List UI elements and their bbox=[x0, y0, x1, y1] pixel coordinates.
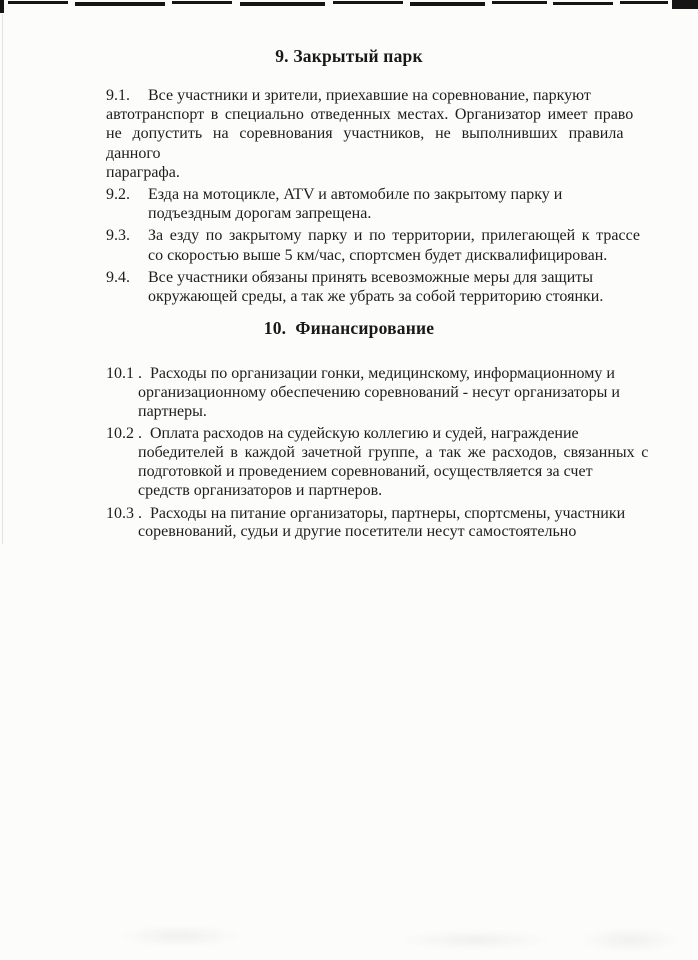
scan-edge-segment bbox=[75, 2, 165, 6]
text-line: подготовкой и проведением соревнований, осуществляется за счет bbox=[138, 462, 593, 480]
item-text: Расходы по организации гонки, медицинскому, информационному и bbox=[150, 365, 615, 382]
section-9-heading: 9. Закрытый парк bbox=[275, 46, 423, 66]
scan-edge-segment bbox=[333, 1, 403, 4]
text-line: организационному обеспечению соревнований - несут организаторы и bbox=[138, 383, 620, 401]
text-line: победителей в каждой зачетной группе, а так же расходов, связанных с bbox=[138, 444, 649, 462]
text-line: партнеры. bbox=[138, 402, 207, 420]
item-text: Оплата расходов на судейскую коллегию и судей, награждение bbox=[150, 425, 579, 443]
scan-edge-segment bbox=[672, 0, 698, 9]
list-item-10-1 bbox=[106, 365, 640, 421]
scan-edge-segment bbox=[8, 1, 68, 4]
list-item-10-3 bbox=[106, 505, 640, 543]
scan-edge-segment bbox=[620, 1, 668, 4]
item-text: Все участники и зрители, приехавшие на соревнование, паркуют bbox=[148, 87, 591, 104]
item-number: 9.3. bbox=[106, 227, 130, 245]
scan-edge-segment bbox=[553, 2, 613, 5]
text-line bbox=[106, 185, 640, 204]
item-number: 9.2. bbox=[106, 186, 130, 204]
text-line: со скоростью выше 5 км/час, спортсмен будет дисквалифицирован. bbox=[148, 246, 608, 264]
item-number: 10.1 . bbox=[106, 365, 142, 382]
item-number: 9.1. bbox=[106, 87, 130, 104]
item-number: 10.2 . bbox=[106, 425, 142, 443]
text-line: автотранспорт в специально отведенных местах. Организатор имеет право bbox=[106, 106, 634, 124]
text-line: параграфа. bbox=[106, 163, 180, 181]
text-line bbox=[106, 226, 640, 245]
text-line: окружающей среды, а так же убрать за собой территорию стоянки. bbox=[148, 288, 604, 306]
scan-edge-segment bbox=[0, 0, 4, 13]
text-line bbox=[106, 86, 640, 105]
scan-edge-segment bbox=[240, 2, 325, 6]
scan-edge-segment bbox=[172, 1, 232, 4]
section-10-list bbox=[106, 365, 649, 542]
item-number: 10.3 . bbox=[106, 504, 142, 522]
item-text: Езда на мотоцикле, ATV и автомобиле по закрытому парку и bbox=[148, 186, 563, 204]
scan-left-edge-line bbox=[2, 14, 3, 544]
scan-noise bbox=[120, 925, 240, 947]
text-line bbox=[106, 268, 640, 287]
scan-noise bbox=[400, 930, 550, 950]
text-line bbox=[106, 365, 640, 384]
text-line: не допустить на соревнования участников, не выполнивших правила bbox=[106, 125, 624, 143]
list-item-10-2 bbox=[106, 425, 649, 500]
list-item-9-3 bbox=[106, 226, 640, 264]
text-line: соревнований, судьи и другие посетители несут самостоятельно bbox=[138, 523, 577, 541]
text-line: средств организаторов и партнеров. bbox=[138, 481, 383, 499]
scan-edge-segment bbox=[492, 1, 547, 4]
section-10-heading: 10. Финансирование bbox=[263, 318, 435, 338]
section-9-list bbox=[106, 86, 640, 306]
text-line bbox=[106, 425, 640, 444]
item-text: Все участники обязаны принять всевозможные меры для защиты bbox=[148, 268, 594, 286]
item-text: За езду по закрытому парку и по территории, прилегающей к трассе bbox=[148, 227, 640, 245]
text-line: данного bbox=[106, 144, 161, 162]
list-item-9-1 bbox=[106, 86, 640, 182]
item-text: Расходы на питание организаторы, партнеры, спортсмены, участники bbox=[150, 504, 626, 522]
item-number: 9.4. bbox=[106, 268, 130, 286]
scan-noise bbox=[580, 928, 680, 952]
text-line: подъездным дорогам запрещена. bbox=[148, 205, 372, 223]
list-item-9-2 bbox=[106, 185, 640, 223]
text-line bbox=[106, 505, 640, 524]
scan-edge-segment bbox=[410, 2, 485, 6]
list-item-9-4 bbox=[106, 268, 640, 306]
